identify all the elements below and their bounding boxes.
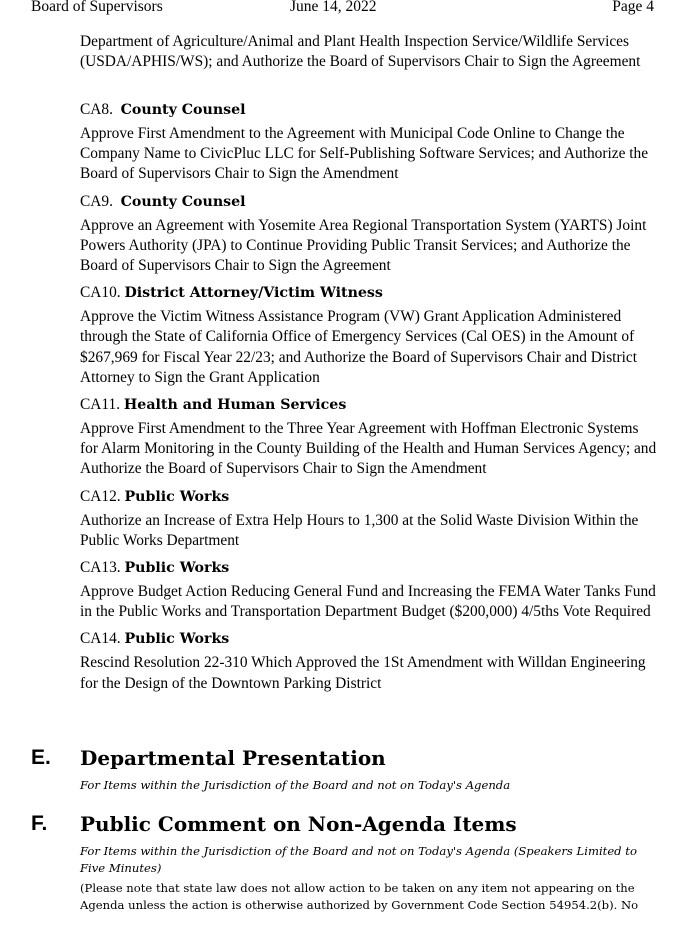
- item-number: CA11.: [80, 396, 121, 414]
- item-heading: [80, 487, 660, 507]
- item-department: Public Works: [124, 560, 230, 577]
- consent-agenda-list: [80, 32, 660, 694]
- page-header: [31, 0, 654, 16]
- item-heading: [80, 629, 660, 649]
- agenda-item-ca14: [80, 629, 660, 693]
- item-description: Authorize an Increase of Extra Help Hours to 1,300 at the Solid Waste Division Within the Public Works Department: [80, 511, 639, 549]
- section-subtitle: For Items within the Jurisdiction of the Board and not on Today's Agenda (Speakers Limited to Five Minutes): [80, 844, 637, 875]
- item-number: CA13.: [80, 559, 121, 577]
- agenda-item-ca8: [80, 100, 660, 185]
- item-department: County Counsel: [120, 193, 246, 210]
- item-description: Approve Budget Action Reducing General Fund and Increasing the FEMA Water Tanks Fund in the Public Works and Transportation Department Budget ($200,000) 4/5ths Vote Required: [80, 583, 656, 621]
- item-description: Approve First Amendment to the Agreement with Municipal Code Online to Change the Company Name to CivicPluc LLC for Self-Publishing Software Services; and Authorize the Board of Supervisors Chair to Sign the Amendment: [80, 125, 649, 183]
- agenda-item-ca13: [80, 558, 660, 622]
- section-f-public-comment: [31, 810, 661, 940]
- item-heading: [80, 283, 660, 303]
- section-note: (Please note that state law does not allow action to be taken on any item not appearing on the Agenda unless the action is otherwise authorized by Government Code Section 54954.2(b). No: [80, 881, 639, 912]
- section-letter: E.: [31, 746, 51, 769]
- agenda-item-ca10: [80, 283, 660, 388]
- item-department: County Counsel: [120, 102, 246, 118]
- item-number: CA8.: [80, 101, 113, 118]
- item-number: CA14.: [80, 630, 121, 648]
- agenda-item-ca9: [80, 192, 660, 277]
- section-title: Public Comment on Non-Agenda Items: [80, 812, 517, 836]
- item-heading: [80, 558, 660, 578]
- section-title: Departmental Presentation: [80, 746, 386, 770]
- item-description: Rescind Resolution 22-310 Which Approved the 1St Amendment with Willdan Engineering for the Design of the Downtown Parking District: [80, 654, 646, 692]
- header-board-title: Board of Supervisors: [31, 0, 163, 15]
- agenda-item-ca11: [80, 395, 660, 480]
- item-description: Approve the Victim Witness Assistance Program (VW) Grant Application Administered through the State of California Office of Emergency Services (Cal OES) in the Amount of $267,969 for Fiscal Year 22/23; and Authorize the Board of Supervisors Chair and District Attorney to Sign the Grant Application: [80, 308, 637, 386]
- item-department: Public Works: [124, 631, 230, 648]
- header-date: June 14, 2022: [290, 0, 377, 15]
- item-description: Approve First Amendment to the Three Year Agreement with Hoffman Electronic Systems for Alarm Monitoring in the County Building of the Health and Human Services Agency; and Authorize the Board of Supervisors Chair to Sign the Amendment: [80, 420, 657, 478]
- section-e-departmental-presentation: [31, 744, 661, 804]
- item-heading: [80, 100, 660, 120]
- section-letter: F.: [31, 812, 48, 835]
- item-heading: [80, 395, 660, 415]
- item-heading: [80, 192, 660, 212]
- header-page-number: Page 4: [612, 0, 654, 15]
- agenda-item-ca12: [80, 487, 660, 551]
- continued-item-text: Department of Agriculture/Animal and Plant Health Inspection Service/Wildlife Services (USDA/APHIS/WS); and Authorize the Board of Supervisors Chair to Sign the Agreement: [80, 33, 641, 71]
- item-department: Health and Human Services: [123, 397, 347, 414]
- item-description: Approve an Agreement with Yosemite Area Regional Transportation System (YARTS) Joint Powers Authority (JPA) to Continue Providing Public Transit Services; and Authorize the Board of Supervisors Chair to Sign the Agreement: [80, 216, 647, 275]
- item-number: CA10.: [80, 284, 121, 302]
- item-department: Public Works: [124, 488, 230, 505]
- item-department: District Attorney/Victim Witness: [124, 285, 383, 302]
- item-number: CA12.: [80, 487, 121, 505]
- section-subtitle: For Items within the Jurisdiction of the Board and not on Today's Agenda: [80, 778, 511, 792]
- item-number: CA9.: [80, 192, 113, 210]
